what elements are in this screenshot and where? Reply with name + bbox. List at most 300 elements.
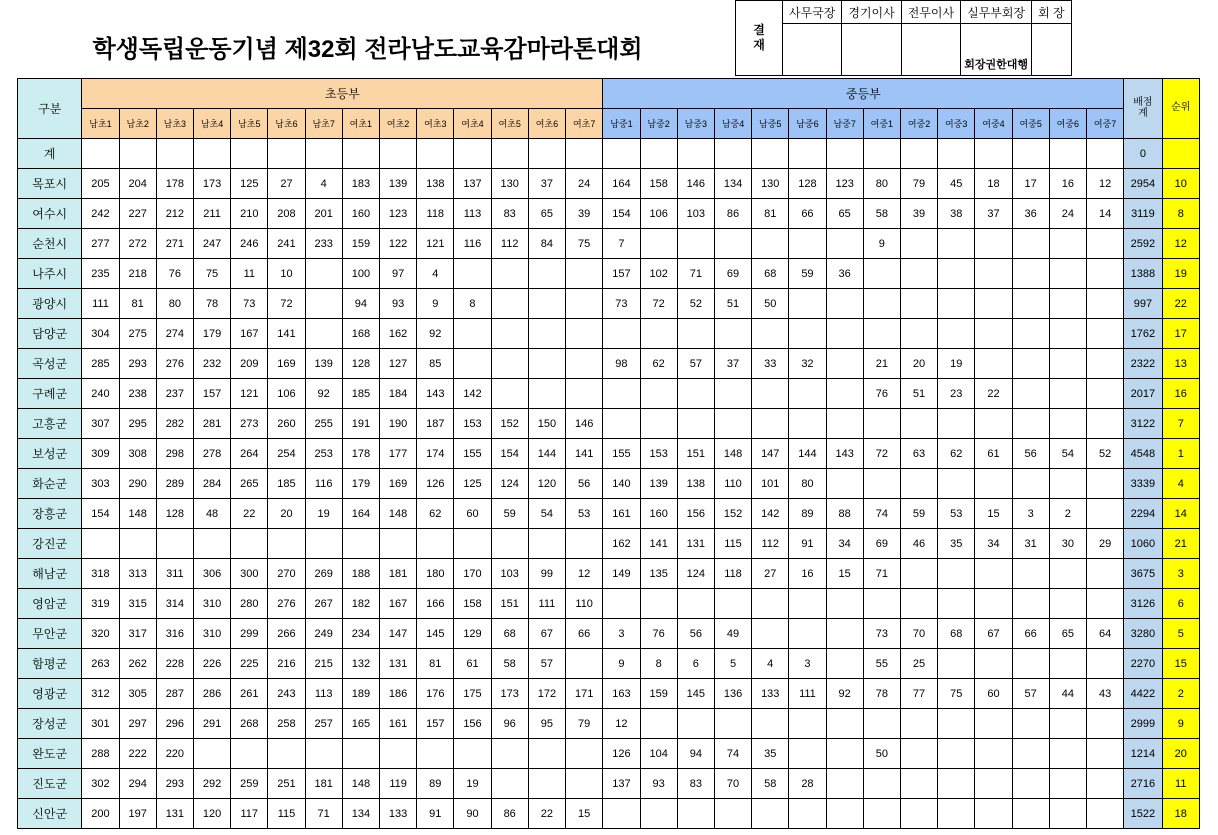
cell-남중7 (826, 409, 863, 439)
cell-여초7: 66 (566, 619, 603, 649)
cell-여중6 (1049, 469, 1086, 499)
cell-남초5: 299 (231, 619, 268, 649)
cell-남초7: 113 (305, 679, 342, 709)
cell-rank: 7 (1162, 409, 1200, 439)
cell-여초3: 126 (417, 469, 454, 499)
cell-남중1: 163 (603, 679, 640, 709)
cell-여초4: 8 (454, 289, 491, 319)
title-zone (0, 0, 735, 78)
cell-여중6: 30 (1049, 529, 1086, 559)
cell-남중5 (752, 799, 789, 829)
cell-남초4 (193, 739, 230, 769)
table-body (18, 139, 1200, 829)
cell-남중4 (714, 409, 751, 439)
cell-남초6: 185 (268, 469, 305, 499)
cell-여초2: 97 (379, 259, 416, 289)
cell-남초1: 111 (82, 289, 119, 319)
approval-column (961, 1, 1032, 75)
cell-남초2: 81 (119, 289, 156, 319)
cell-남중2 (640, 799, 677, 829)
cell-여중6 (1049, 559, 1086, 589)
cell-남초6: 276 (268, 589, 305, 619)
cell-남중6: 128 (789, 169, 826, 199)
cell-여중6 (1049, 139, 1086, 169)
cell-남초5: 73 (231, 289, 268, 319)
cell-여초7 (566, 379, 603, 409)
cell-여중5 (1012, 379, 1049, 409)
cell-여초4: 137 (454, 169, 491, 199)
header-score-total (1124, 79, 1162, 139)
approval-column (842, 1, 901, 75)
cell-여중1: 72 (863, 439, 900, 469)
cell-남초5: 225 (231, 649, 268, 679)
cell-여초7 (566, 289, 603, 319)
cell-여중5: 36 (1012, 199, 1049, 229)
cell-남중6: 89 (789, 499, 826, 529)
cell-여중3: 75 (938, 679, 975, 709)
table-row (18, 679, 1200, 709)
cell-score-total: 2322 (1124, 349, 1162, 379)
cell-여초2: 169 (379, 469, 416, 499)
cell-여초2 (379, 529, 416, 559)
cell-여초1: 189 (342, 679, 379, 709)
cell-여중7 (1086, 379, 1123, 409)
header-sub-남중5: 남중5 (752, 109, 789, 139)
cell-남초7: 92 (305, 379, 342, 409)
cell-남초2: 294 (119, 769, 156, 799)
cell-남초6: 216 (268, 649, 305, 679)
cell-score-total: 997 (1124, 289, 1162, 319)
cell-여초1: 160 (342, 199, 379, 229)
header-sub-남초6: 남초6 (268, 109, 305, 139)
table-row (18, 529, 1200, 559)
cell-남초7: 201 (305, 199, 342, 229)
cell-여초6: 144 (528, 439, 565, 469)
cell-여초6 (528, 289, 565, 319)
cell-여초3: 187 (417, 409, 454, 439)
cell-남중2 (640, 409, 677, 439)
cell-남초1: 285 (82, 349, 119, 379)
cell-여초3 (417, 139, 454, 169)
cell-여중4: 67 (975, 619, 1012, 649)
cell-여초4 (454, 529, 491, 559)
cell-남초1: 304 (82, 319, 119, 349)
cell-여중5 (1012, 469, 1049, 499)
cell-여중2 (900, 709, 937, 739)
cell-남중4: 136 (714, 679, 751, 709)
cell-남중3: 138 (677, 469, 714, 499)
cell-남초6: 27 (268, 169, 305, 199)
cell-남중6 (789, 799, 826, 829)
cell-남중4: 37 (714, 349, 751, 379)
row-label-region: 장성군 (18, 709, 82, 739)
cell-여중5 (1012, 799, 1049, 829)
cell-남중1: 137 (603, 769, 640, 799)
cell-여초3: 166 (417, 589, 454, 619)
cell-여중2: 63 (900, 439, 937, 469)
header-sub-여중1: 여중1 (863, 109, 900, 139)
row-label-region: 고흥군 (18, 409, 82, 439)
cell-여중2: 59 (900, 499, 937, 529)
row-label-region: 순천시 (18, 229, 82, 259)
approval-column (1032, 1, 1072, 75)
cell-여초7 (566, 259, 603, 289)
cell-남중1: 12 (603, 709, 640, 739)
cell-남초2 (119, 529, 156, 559)
cell-남중5 (752, 229, 789, 259)
approval-columns (783, 1, 1072, 75)
cell-여초7 (566, 349, 603, 379)
cell-남중2 (640, 319, 677, 349)
cell-남초1: 263 (82, 649, 119, 679)
cell-여초3: 174 (417, 439, 454, 469)
cell-남중6: 144 (789, 439, 826, 469)
table-row-total (18, 139, 1200, 169)
cell-여초1: 182 (342, 589, 379, 619)
cell-남초2: 197 (119, 799, 156, 829)
table-row (18, 349, 1200, 379)
cell-여중4 (975, 799, 1012, 829)
cell-남초6: 106 (268, 379, 305, 409)
cell-남초6 (268, 739, 305, 769)
cell-여중3 (938, 799, 975, 829)
cell-남초5: 273 (231, 409, 268, 439)
table-row (18, 469, 1200, 499)
approval-column (902, 1, 961, 75)
table-row (18, 709, 1200, 739)
cell-남초5: 167 (231, 319, 268, 349)
cell-여중6: 65 (1049, 619, 1086, 649)
table-row (18, 619, 1200, 649)
cell-남중2: 153 (640, 439, 677, 469)
cell-score-total: 2716 (1124, 769, 1162, 799)
cell-남중6 (789, 709, 826, 739)
cell-남중3: 146 (677, 169, 714, 199)
cell-score-total: 3280 (1124, 619, 1162, 649)
cell-남초1: 240 (82, 379, 119, 409)
cell-여초3 (417, 529, 454, 559)
cell-여초6: 84 (528, 229, 565, 259)
header-sub-여초1: 여초1 (342, 109, 379, 139)
cell-남중5: 50 (752, 289, 789, 319)
cell-여중2: 51 (900, 379, 937, 409)
cell-남중5: 33 (752, 349, 789, 379)
cell-남중7 (826, 739, 863, 769)
cell-남초1: 320 (82, 619, 119, 649)
cell-남중2: 135 (640, 559, 677, 589)
cell-남초4: 291 (193, 709, 230, 739)
cell-남중5: 4 (752, 649, 789, 679)
cell-남초5 (231, 739, 268, 769)
cell-남초5: 209 (231, 349, 268, 379)
cell-여초4: 113 (454, 199, 491, 229)
cell-남초1: 318 (82, 559, 119, 589)
cell-남초4: 179 (193, 319, 230, 349)
cell-여초3: 121 (417, 229, 454, 259)
cell-여초6 (528, 379, 565, 409)
table-row (18, 409, 1200, 439)
cell-여초5: 112 (491, 229, 528, 259)
cell-rank: 20 (1162, 739, 1200, 769)
cell-여초5: 154 (491, 439, 528, 469)
cell-여중2 (900, 289, 937, 319)
cell-남초2: 313 (119, 559, 156, 589)
cell-남초6: 251 (268, 769, 305, 799)
cell-여중5: 31 (1012, 529, 1049, 559)
cell-여초2: 186 (379, 679, 416, 709)
cell-여중5 (1012, 319, 1049, 349)
cell-여초1: 179 (342, 469, 379, 499)
cell-남중3: 71 (677, 259, 714, 289)
cell-여초7: 79 (566, 709, 603, 739)
cell-남중4: 86 (714, 199, 751, 229)
cell-남초3: 220 (156, 739, 193, 769)
cell-남중7 (826, 319, 863, 349)
cell-여초5: 151 (491, 589, 528, 619)
cell-남초5: 246 (231, 229, 268, 259)
cell-여중1: 9 (863, 229, 900, 259)
cell-여초5: 130 (491, 169, 528, 199)
cell-여초1: 148 (342, 769, 379, 799)
cell-여중5 (1012, 259, 1049, 289)
cell-여중4: 37 (975, 199, 1012, 229)
cell-남초5: 117 (231, 799, 268, 829)
cell-남중6 (789, 319, 826, 349)
cell-여초2: 139 (379, 169, 416, 199)
cell-여초4 (454, 259, 491, 289)
cell-score-total: 2592 (1124, 229, 1162, 259)
cell-남중2: 102 (640, 259, 677, 289)
cell-남초5: 125 (231, 169, 268, 199)
header-group-middle: 중등부 (603, 79, 1124, 109)
cell-여초4: 90 (454, 799, 491, 829)
cell-여초7: 39 (566, 199, 603, 229)
cell-남초7: 215 (305, 649, 342, 679)
cell-남중3: 145 (677, 679, 714, 709)
cell-남중3: 56 (677, 619, 714, 649)
cell-여초5: 96 (491, 709, 528, 739)
cell-남중7: 65 (826, 199, 863, 229)
cell-남중5 (752, 589, 789, 619)
header-sub-여초4: 여초4 (454, 109, 491, 139)
cell-여중7 (1086, 559, 1123, 589)
table-row (18, 649, 1200, 679)
cell-남중7 (826, 469, 863, 499)
cell-남초6: 254 (268, 439, 305, 469)
cell-여중6: 16 (1049, 169, 1086, 199)
cell-rank: 14 (1162, 499, 1200, 529)
approval-column (783, 1, 842, 75)
cell-여초6 (528, 259, 565, 289)
cell-남중6 (789, 589, 826, 619)
cell-남중7: 36 (826, 259, 863, 289)
cell-남중6 (789, 619, 826, 649)
cell-여초6: 99 (528, 559, 565, 589)
cell-남중2: 104 (640, 739, 677, 769)
cell-남초3: 178 (156, 169, 193, 199)
cell-남초6: 169 (268, 349, 305, 379)
cell-여초7: 75 (566, 229, 603, 259)
cell-남중7 (826, 139, 863, 169)
cell-남초5: 11 (231, 259, 268, 289)
cell-남초6: 258 (268, 709, 305, 739)
cell-남중5 (752, 709, 789, 739)
cell-남초1: 242 (82, 199, 119, 229)
row-label-region: 장흥군 (18, 499, 82, 529)
cell-남중2 (640, 589, 677, 619)
cell-남중7: 34 (826, 529, 863, 559)
cell-여중2 (900, 559, 937, 589)
cell-여중6: 24 (1049, 199, 1086, 229)
cell-여초3 (417, 739, 454, 769)
cell-남중4 (714, 799, 751, 829)
cell-여초3: 176 (417, 679, 454, 709)
cell-남초1: 288 (82, 739, 119, 769)
cell-남중1 (603, 799, 640, 829)
cell-남중2 (640, 379, 677, 409)
cell-여초7 (566, 139, 603, 169)
cell-남초2: 315 (119, 589, 156, 619)
cell-남중5 (752, 379, 789, 409)
cell-여초6 (528, 739, 565, 769)
cell-여초3: 157 (417, 709, 454, 739)
cell-여중2 (900, 409, 937, 439)
cell-남중2 (640, 229, 677, 259)
cell-여중1: 71 (863, 559, 900, 589)
cell-남중3: 57 (677, 349, 714, 379)
cell-score-total: 3122 (1124, 409, 1162, 439)
cell-남초1 (82, 529, 119, 559)
cell-여초5: 86 (491, 799, 528, 829)
cell-남중5: 147 (752, 439, 789, 469)
cell-남초5: 22 (231, 499, 268, 529)
cell-rank: 8 (1162, 199, 1200, 229)
cell-남초4: 226 (193, 649, 230, 679)
cell-여초5 (491, 259, 528, 289)
cell-여초1: 100 (342, 259, 379, 289)
cell-여중7 (1086, 799, 1123, 829)
cell-남초7: 253 (305, 439, 342, 469)
cell-여중7 (1086, 739, 1123, 769)
cell-여중3 (938, 739, 975, 769)
cell-남초5: 264 (231, 439, 268, 469)
cell-남초2: 272 (119, 229, 156, 259)
cell-여초4: 156 (454, 709, 491, 739)
approval-signature-area[interactable]: 회장권한대행 (964, 59, 1028, 71)
row-label-region: 구례군 (18, 379, 82, 409)
header-sub-남초7: 남초7 (305, 109, 342, 139)
cell-남중1 (603, 589, 640, 619)
cell-남중4 (714, 139, 751, 169)
cell-score-total: 3339 (1124, 469, 1162, 499)
cell-남중6: 16 (789, 559, 826, 589)
cell-여중6 (1049, 229, 1086, 259)
row-label-region: 나주시 (18, 259, 82, 289)
cell-남초1: 312 (82, 679, 119, 709)
row-label-region: 목포시 (18, 169, 82, 199)
cell-여중7 (1086, 649, 1123, 679)
cell-남중3: 124 (677, 559, 714, 589)
cell-남중2: 158 (640, 169, 677, 199)
cell-여중3 (938, 409, 975, 439)
cell-남중5 (752, 619, 789, 649)
cell-남중4: 118 (714, 559, 751, 589)
approval-signature-area[interactable] (783, 24, 841, 75)
header-score-line1: 배점 (1133, 97, 1153, 108)
cell-여중4: 61 (975, 439, 1012, 469)
row-label-region: 영암군 (18, 589, 82, 619)
cell-여중7: 12 (1086, 169, 1123, 199)
cell-여중7: 43 (1086, 679, 1123, 709)
cell-여초5: 173 (491, 679, 528, 709)
cell-여초4: 116 (454, 229, 491, 259)
cell-남중4: 5 (714, 649, 751, 679)
approval-signature-area[interactable] (842, 24, 900, 75)
cell-여초6: 54 (528, 499, 565, 529)
cell-여중6 (1049, 379, 1086, 409)
cell-남초2: 295 (119, 409, 156, 439)
cell-남중7 (826, 589, 863, 619)
cell-여중7 (1086, 769, 1123, 799)
cell-여중2 (900, 739, 937, 769)
cell-남중6: 80 (789, 469, 826, 499)
cell-남초3: 276 (156, 349, 193, 379)
cell-여중5 (1012, 709, 1049, 739)
cell-여중1 (863, 139, 900, 169)
table-row (18, 169, 1200, 199)
cell-여중3 (938, 559, 975, 589)
cell-남초2: 297 (119, 709, 156, 739)
cell-남중3 (677, 589, 714, 619)
cell-여초2 (379, 139, 416, 169)
approval-signature-area[interactable] (902, 24, 960, 75)
cell-여초4 (454, 349, 491, 379)
cell-남초6: 241 (268, 229, 305, 259)
cell-여초4: 129 (454, 619, 491, 649)
cell-남초4: 310 (193, 619, 230, 649)
cell-남초3: 282 (156, 409, 193, 439)
approval-signature-area[interactable] (1032, 24, 1071, 75)
row-label-region: 화순군 (18, 469, 82, 499)
cell-여중1 (863, 319, 900, 349)
cell-여중5 (1012, 739, 1049, 769)
table-row (18, 319, 1200, 349)
cell-여중4: 18 (975, 169, 1012, 199)
cell-남초7: 4 (305, 169, 342, 199)
cell-여초4: 153 (454, 409, 491, 439)
cell-남초7: 249 (305, 619, 342, 649)
cell-여중5: 57 (1012, 679, 1049, 709)
cell-여중5: 66 (1012, 619, 1049, 649)
cell-여중1: 74 (863, 499, 900, 529)
cell-여중1 (863, 799, 900, 829)
cell-여중3 (938, 709, 975, 739)
header-sub-남중7: 남중7 (826, 109, 863, 139)
cell-여초7 (566, 649, 603, 679)
cell-여초6: 37 (528, 169, 565, 199)
header-score-line2: 계 (1138, 107, 1148, 119)
cell-여중4 (975, 739, 1012, 769)
cell-여초6 (528, 349, 565, 379)
cell-여초3: 81 (417, 649, 454, 679)
cell-score-total: 3126 (1124, 589, 1162, 619)
cell-남중6: 66 (789, 199, 826, 229)
cell-여초5 (491, 379, 528, 409)
cell-남중2: 8 (640, 649, 677, 679)
cell-남초3: 289 (156, 469, 193, 499)
cell-여초1: 134 (342, 799, 379, 829)
cell-여초1: 191 (342, 409, 379, 439)
